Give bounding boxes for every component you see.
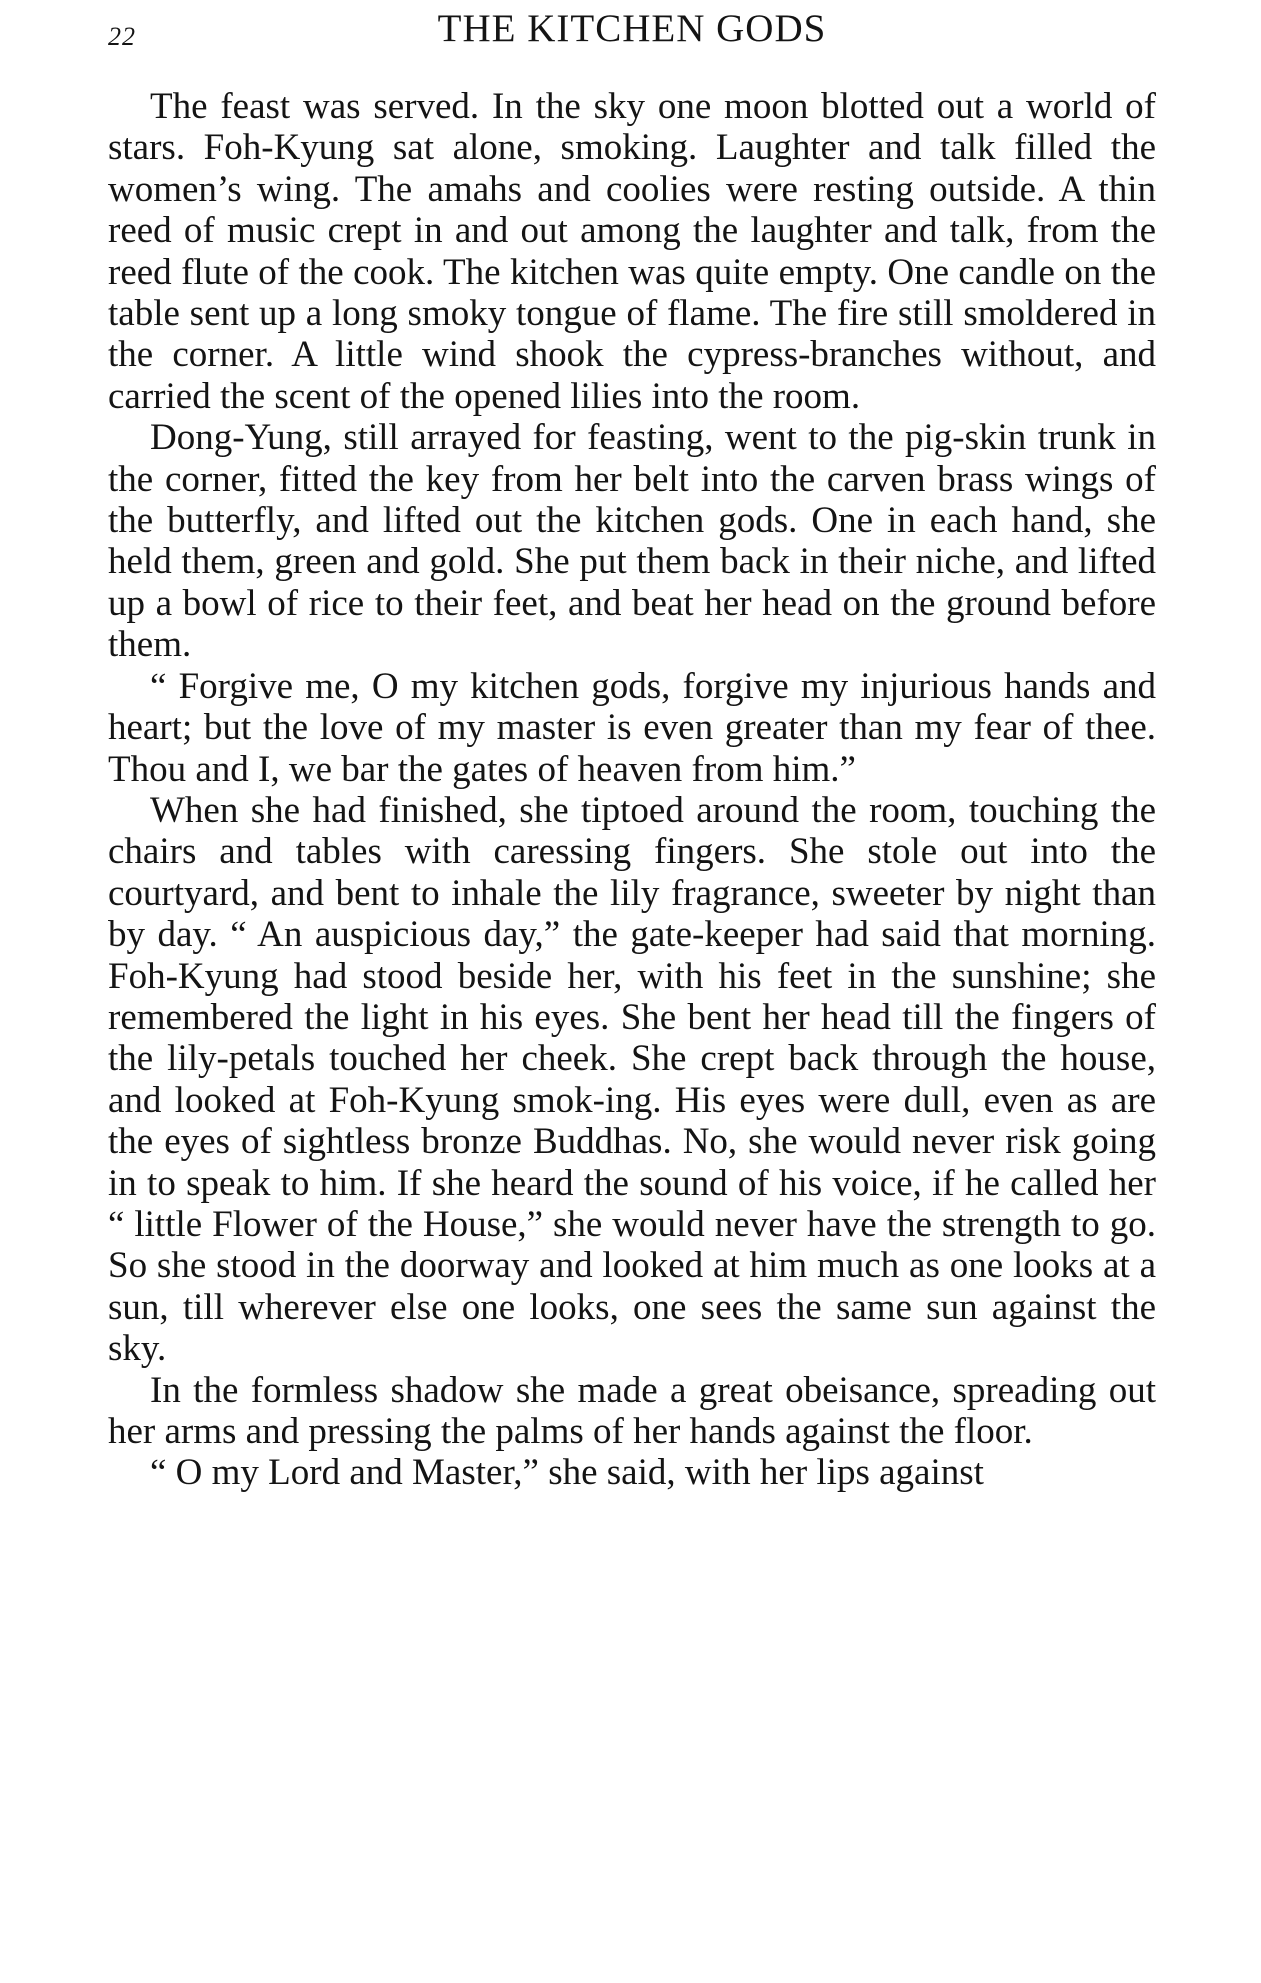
running-head <box>108 6 1156 56</box>
running-title: THE KITCHEN GODS <box>437 7 827 50</box>
paragraph: When she had finished, she tiptoed around the room, touching the chairs and tables with caressing fingers. She stole out into the courtyard, and bent to inhale the lily fragrance, sweeter by night than by day. “ An auspicious day,” the gate-keeper had said that morning. Foh-Kyung had stood beside her, with his feet in the sunshine; she remembered the light in his eyes. She bent her head till the fingers of the lily-petals touched her cheek. She crept back through the house, and looked at Foh-Kyung smok-ing. His eyes were dull, even as are the eyes of sightless bronze Buddhas. No, she would never risk going in to speak to him. If she heard the sound of his voice, if he called her “ little Flower of the House,” she would never have the strength to go. So she stood in the doorway and looked at him much as one looks at a sun, till wherever else one looks, one sees the same sun against the sky. <box>108 789 1156 1370</box>
paragraph: “ Forgive me, O my kitchen gods, forgive my injurious hands and heart; but the love of my master is even greater than my fear of thee. Thou and I, we bar the gates of heaven from him.” <box>108 665 1156 790</box>
paragraph: In the formless shadow she made a great obeisance, spreading out her arms and pressing the palms of her hands against the floor. <box>108 1369 1156 1452</box>
page-number: 22 <box>108 22 136 51</box>
paragraph: Dong-Yung, still arrayed for feasting, went to the pig-skin trunk in the corner, fitted the key from her belt into the carven brass wings of the butterfly, and lifted out the kitchen gods. One in each hand, she held them, green and gold. She put them back in their niche, and lifted up a bowl of rice to their feet, and beat her head on the ground before them. <box>108 417 1156 666</box>
paragraph: The feast was served. In the sky one moon blotted out a world of stars. Foh-Kyung sat alone, smoking. Laughter and talk filled the women’s wing. The amahs and coolies were resting outside. A thin reed of music crept in and out among the laughter and talk, from the reed flute of the cook. The kitchen was quite empty. One candle on the table sent up a long smoky tongue of flame. The fire still smoldered in the corner. A little wind shook the cypress-branches without, and carried the scent of the opened lilies into the room. <box>108 86 1156 417</box>
paragraph: “ O my Lord and Master,” she said, with her lips against <box>150 1452 984 1494</box>
body-text <box>108 86 1156 1494</box>
